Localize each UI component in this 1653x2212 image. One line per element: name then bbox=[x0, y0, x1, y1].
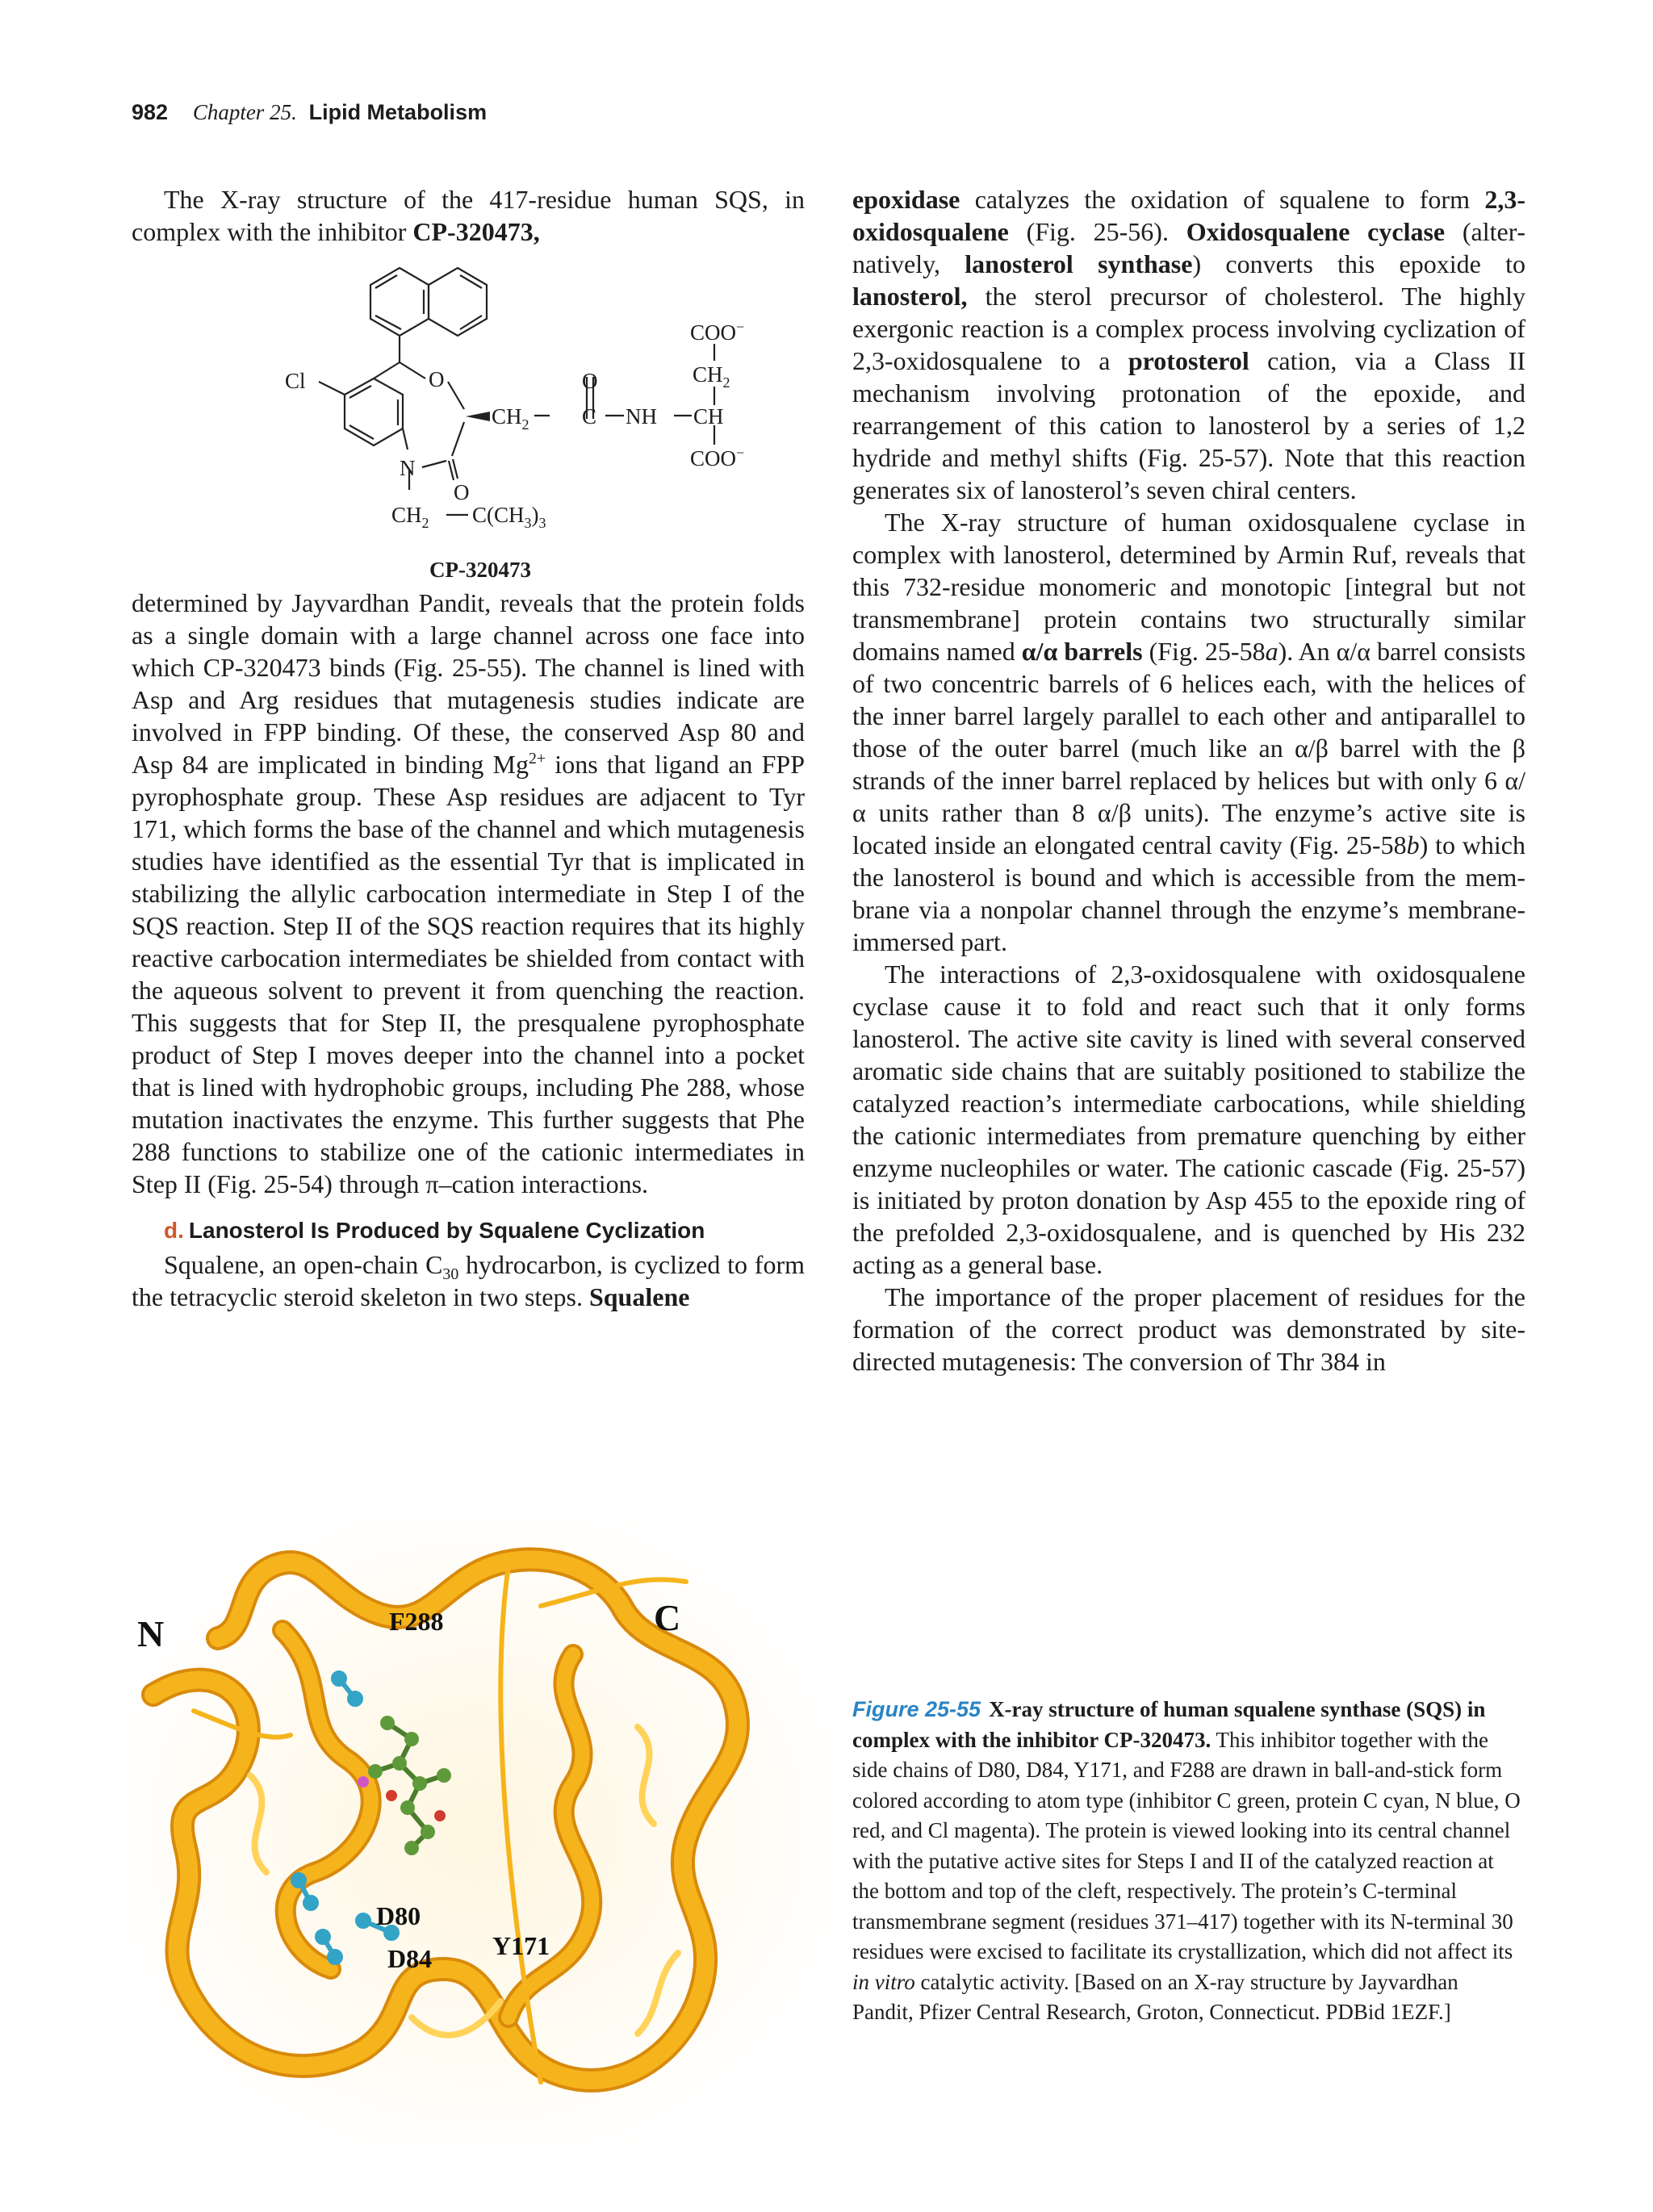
text: ions that ligand an FPP pyrophosphate group. These Asp residues are adjacent to Tyr 171, which forms the base of the channel and which mutagenesis studies have identified as the essential Tyr that is implicated in stabilizing the allylic carbocation intermediate in Step I of the SQS reaction. Step II of the SQS reaction requires that its highly reactive carbocation intermediates be shielded from contact with the aqueous solvent to prevent it from quenching the reaction. This suggests that for Step II, the presqualene pyrophosphate product of Step I moves deeper into the channel into a pocket that is lined with hydrophobic groups, including Phe 288, whose mutation inactivates the enzyme. This further suggests that Phe 288 functions to stabilize one of the cationic intermediates in Step II (Fig. 25-54) through π–cation interactions. bbox=[132, 750, 806, 1198]
bold-term: α/α barrels bbox=[1021, 637, 1143, 666]
lactam-oxygen: O bbox=[454, 480, 470, 504]
text: (Fig. 25-58 bbox=[1142, 637, 1266, 666]
paragraph bbox=[132, 1248, 805, 1313]
text: (Fig. 25-56). bbox=[1008, 217, 1186, 246]
paragraph bbox=[132, 587, 805, 1200]
carboxylate-top: COO− bbox=[690, 319, 745, 345]
text: the sterol precursor of cholesterol. The highly exergonic reaction is a complex process involving cyclization of 2,3-oxidosqualene to a bbox=[852, 282, 1525, 375]
text: The X-ray structure of human oxidosqualene cyclase in complex with lanosterol, determined by Armin Ruf, reveals that this 732-residue monomeric and monotopic [integral but not transmembrane] protein contains two structurally similar domains named bbox=[852, 508, 1525, 666]
chain-methylene: $CH_2$ bbox=[492, 404, 529, 433]
n-methylene: $CH_2$ bbox=[391, 503, 429, 531]
caption-text: catalytic activity. [Based on an X-ray structure by Jayvardhan Pandit, Pfizer Central Research, Groton, Connecticut. PDBid 1EZF.] bbox=[852, 1969, 1458, 2024]
ring-oxygen: O bbox=[429, 367, 445, 391]
carbonyl-oxygen: O bbox=[582, 369, 598, 393]
cp-320473-structure bbox=[190, 248, 771, 587]
d84-label: D84 bbox=[387, 1944, 433, 1973]
y171-label: Y171 bbox=[492, 1931, 550, 1960]
bold-term: 2,3-oxidosqualene bbox=[852, 185, 1525, 246]
carbonyl-carbon: C bbox=[582, 404, 597, 429]
text: Squalene, an open-chain C bbox=[164, 1250, 443, 1279]
paragraph: The importance of the proper placement of residues for the formation of the correct product was demonstrated by site-directed mutagenesis: The conversion of Thr 384 in bbox=[852, 1282, 1525, 1376]
section-heading bbox=[164, 1215, 805, 1247]
right-column bbox=[852, 183, 1525, 1378]
bold-term: lanosterol synthase bbox=[965, 249, 1193, 278]
paragraph: The interactions of 2,3-oxidosqualene with oxidosqualene cyclase cause it to fold and react such that it only forms lanosterol. The active site cavity is lined with several conserved aromatic side chains that are suitably positioned to stabilize the catalyzed reaction’s intermediate carbocations, while shielding the cationic intermediates from premature quenching by either enzyme nucleophiles or water. The cationic cascade (Fig. 25-57) is initiated by proton donation by Asp 455 to the epoxide ring of the prefolded 2,3-oxidosqualene, and is quenched by His 232 acting as a general base. bbox=[852, 960, 1525, 1279]
text: ) converts this epoxide to bbox=[1192, 249, 1526, 278]
text: cation, via a Class II mechanism involving protonation of the epoxide, and rearrangement of this cation to lanosterol by a series of 1,2 hydride and methyl shifts (Fig. 25-57). Note that this reaction generates six of lanosterol’s seven chiral centers. bbox=[852, 346, 1526, 504]
caption-title: X-ray structure of human squalene synthase (SQS) in complex with the inhibitor CP-320473. bbox=[852, 1697, 1486, 1752]
caption-italic: in vitro bbox=[852, 1969, 915, 1994]
section-title: Lanosterol Is Produced by Squalene Cyclization bbox=[188, 1218, 705, 1243]
tert-butyl: $C(CH_3)_3$ bbox=[472, 503, 546, 531]
page-number: 982 bbox=[132, 100, 169, 124]
protein-ribbon-image bbox=[121, 1517, 831, 2147]
bold-term: lanosterol, bbox=[852, 282, 968, 311]
d80-label: D80 bbox=[376, 1901, 421, 1930]
italic-text: a bbox=[1265, 637, 1278, 666]
text: The X-ray structure of the 417-residue human SQS, in complex with the inhibitor bbox=[132, 185, 805, 246]
italic-text: b bbox=[1406, 830, 1420, 859]
text: hydrocarbon, is cyclized to form the tetracyclic steroid skeleton in two steps. bbox=[132, 1250, 806, 1311]
bold-term: Squalene bbox=[588, 1282, 690, 1311]
bold-term: epoxidase bbox=[852, 185, 960, 214]
subscript: 30 bbox=[442, 1265, 459, 1283]
f288-label: F288 bbox=[389, 1607, 444, 1636]
paragraph bbox=[132, 183, 805, 248]
carboxylate-bottom: COO− bbox=[690, 445, 745, 470]
left-column bbox=[132, 183, 805, 1313]
bold-term: Oxidosqualene cyclase bbox=[1186, 217, 1446, 246]
chlorine-atom: Cl bbox=[285, 369, 306, 393]
superscript: 2+ bbox=[529, 750, 546, 768]
amide-nh: NH bbox=[626, 404, 657, 429]
figure-label: Figure 25-55 bbox=[852, 1697, 981, 1721]
paragraph bbox=[852, 183, 1525, 506]
text: (alternatively, bbox=[852, 217, 1526, 278]
c-terminus-label: C bbox=[654, 1597, 681, 1638]
compound-name: CP-320473, bbox=[412, 217, 540, 246]
compound-label: CP-320473 bbox=[429, 558, 531, 582]
text: catalyzes the oxidation of squalene to form bbox=[960, 185, 1485, 214]
side-methylene: $CH_2$ bbox=[693, 362, 730, 391]
ring-nitrogen: N bbox=[400, 456, 416, 480]
chapter-title: Lipid Metabolism bbox=[308, 100, 488, 124]
running-head bbox=[132, 100, 487, 125]
text: ) to which the lanosterol is bound and which is accessible from the membrane via a nonpolar channel through the enzyme’s membrane-immersed part. bbox=[852, 830, 1525, 956]
section-letter: d. bbox=[164, 1218, 184, 1243]
n-terminus-label: N bbox=[137, 1613, 165, 1654]
figure-caption bbox=[852, 1695, 1522, 2028]
paragraph bbox=[852, 506, 1525, 958]
text: ). An α/α barrel consists of two concentric barrels of 6 helices each, with the helices of the inner barrel largely parallel to each other and antiparallel to those of the outer barrel (much like an α/β barrel with the β strands of the inner barrel replaced by helices but with only 6 α/α units rather than 8 α/β units). The enzyme’s active site is located inside an elongated central cavity (Fig. 25-58 bbox=[852, 637, 1526, 859]
chapter-number: Chapter 25. bbox=[192, 100, 297, 124]
alpha-carbon: CH bbox=[693, 404, 724, 429]
caption-text: This inhibitor together with the side chains of D80, D84, Y171, and F288 are drawn in ball-and-stick form colored according to atom type (inhibitor C green, protein C cyan, N blue, O red, and Cl magenta). The protein is viewed looking into its central channel with the putative active sites for Steps I and II of the catalyzed reaction at the bottom and top of the cleft, respectively. The protein’s C-terminal transmembrane segment (residues 371–417) together with its N-terminal 30 residues were excised to facilitate its crystallization, which did not affect its bbox=[852, 1727, 1521, 1963]
bold-term: protosterol bbox=[1128, 346, 1249, 375]
text: determined by Jayvardhan Pandit, reveals that the protein folds as a single domain with a large channel across one face into which CP-320473 binds (Fig. 25-55). The channel is lined with Asp and Arg residues that mutagenesis studies indicate are involved in FPP binding. Of these, the conserved Asp 80 and Asp 84 are implicated in binding Mg bbox=[132, 588, 805, 779]
